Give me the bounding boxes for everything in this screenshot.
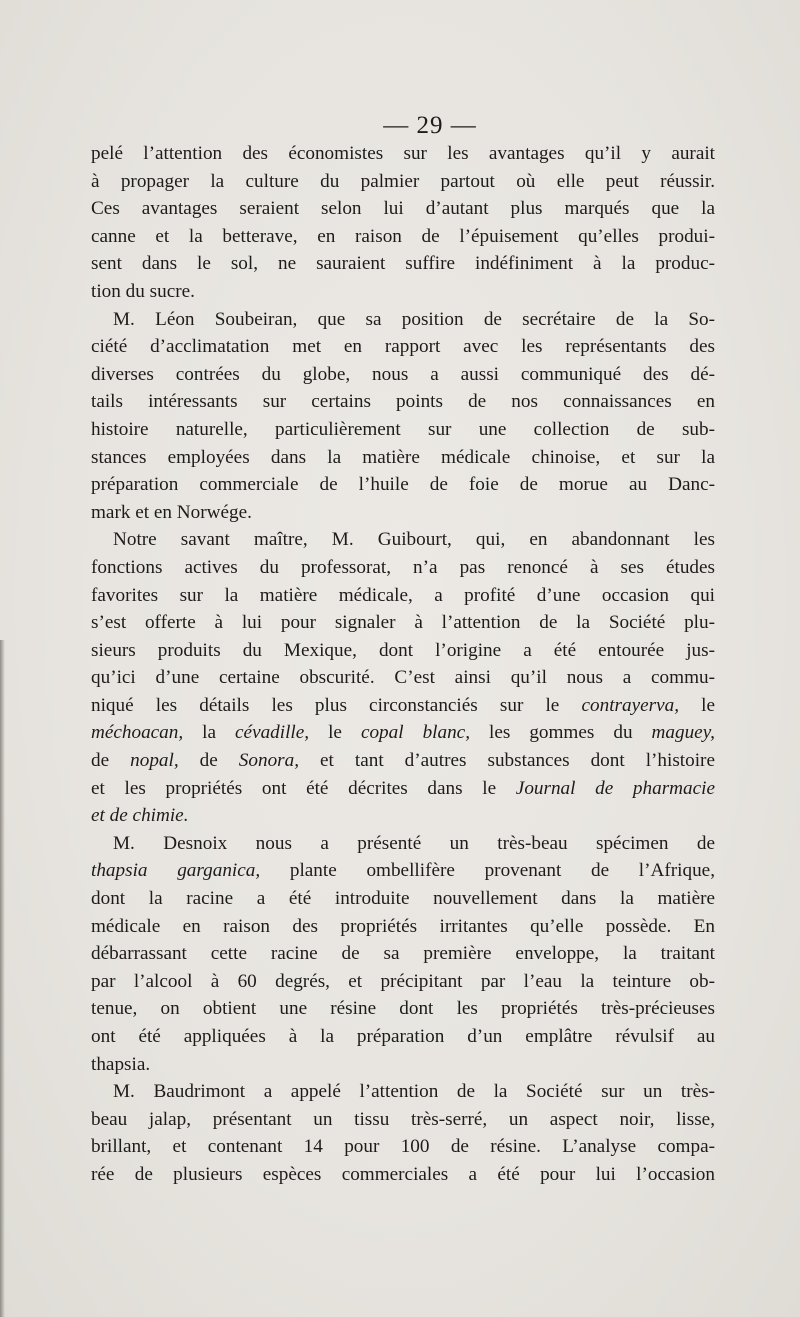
- text-segment: débarrassant cette racine de sa première enveloppe, la traitant: [91, 943, 715, 965]
- text-line: [91, 1078, 715, 1106]
- text-line: [91, 499, 715, 527]
- text-segment: de: [91, 750, 131, 772]
- italic-term: copal blanc,: [360, 722, 470, 744]
- italic-term: cévadille,: [235, 722, 310, 744]
- text-segment: diverses contrées du globe, nous a aussi communiqué des dé-: [91, 363, 715, 385]
- text-segment: qu’ici d’une certaine obscurité. C’est ainsi qu’il nous a commu-: [91, 667, 715, 689]
- page-number: — 29 —: [383, 112, 477, 139]
- text-line: [91, 416, 715, 444]
- text-line: [91, 140, 715, 168]
- text-segment: pelé l’attention des économistes sur les avantages qu’il y aurait: [91, 143, 715, 164]
- text-segment: de: [178, 750, 239, 772]
- text-line: [91, 444, 715, 472]
- text-segment: brillant, et contenant 14 pour 100 de résine. L’analyse compa-: [91, 1136, 715, 1158]
- text-segment: favorites sur la matière médicale, a profité d’une occasion qui: [91, 584, 715, 606]
- text-line: [91, 830, 715, 858]
- text-segment: histoire naturelle, particulièrement sur une collection de sub-: [91, 418, 715, 440]
- italic-term: et de chimie.: [91, 805, 189, 827]
- text-line: [91, 995, 715, 1023]
- text-line: [91, 582, 715, 610]
- text-segment: fonctions actives du professorat, n’a pas renoncé à ses études: [91, 556, 715, 578]
- italic-term: Journal de pharmacie: [515, 777, 715, 799]
- text-segment: sieurs produits du Mexique, dont l’origine a été entourée jus-: [91, 639, 715, 661]
- text-segment: Notre savant maître, M. Guibourt, qui, en abandonnant les: [113, 529, 715, 551]
- text-line: [91, 747, 715, 775]
- text-segment: les gommes du: [470, 722, 652, 744]
- text-segment: à propager la culture du palmier partout où elle peut réussir.: [91, 170, 715, 192]
- text-segment: niqué les détails les plus circonstanciés sur le: [91, 694, 582, 716]
- text-line: [91, 223, 715, 251]
- text-segment: préparation commerciale de l’huile de foie de morue au Danc-: [91, 474, 715, 496]
- text-segment: et tant d’autres substances dont l’histoire: [299, 750, 715, 772]
- text-line: [91, 1161, 715, 1189]
- text-segment: canne et la betterave, en raison de l’épuisement qu’elles produi-: [91, 225, 715, 247]
- text-line: [91, 1133, 715, 1161]
- text-segment: M. Baudrimont a appelé l’attention de la Société sur un très-: [113, 1081, 715, 1103]
- text-segment: tails intéressants sur certains points de nos connaissances en: [91, 391, 715, 413]
- text-line: [91, 1051, 715, 1079]
- text-line: [91, 471, 715, 499]
- text-segment: ciété d’acclimatation met en rapport avec les représentants des: [91, 336, 715, 358]
- text-line: [91, 250, 715, 278]
- text-line: [91, 940, 715, 968]
- italic-term: nopal,: [130, 750, 179, 772]
- text-segment: la: [183, 722, 236, 744]
- text-segment: thapsia.: [91, 1053, 151, 1075]
- text-segment: le: [679, 694, 715, 716]
- text-segment: et les propriétés ont été décrites dans le: [91, 777, 516, 799]
- text-segment: par l’alcool à 60 degrés, et précipitant par l’eau la teinture ob-: [91, 970, 715, 992]
- text-line: [91, 388, 715, 416]
- text-line: [91, 1106, 715, 1134]
- text-line: [91, 802, 715, 830]
- text-segment: s’est offerte à lui pour signaler à l’attention de la Société plu-: [91, 612, 715, 634]
- text-line: [91, 968, 715, 996]
- text-line: [91, 1023, 715, 1051]
- italic-term: méchoacan,: [91, 722, 184, 744]
- text-segment: beau jalap, présentant un tissu très-serré, un aspect noir, lisse,: [91, 1108, 715, 1130]
- text-line: [91, 885, 715, 913]
- text-line: [91, 775, 715, 803]
- binding-edge-shadow: [0, 640, 5, 1317]
- text-segment: mark et en Norwége.: [91, 501, 252, 523]
- text-line: [91, 168, 715, 196]
- text-segment: tion du sucre.: [91, 280, 195, 302]
- text-line: [91, 857, 715, 885]
- text-segment: M. Desnoix nous a présenté un très-beau spécimen de: [113, 832, 715, 854]
- text-line: [91, 554, 715, 582]
- text-segment: Ces avantages seraient selon lui d’autant plus marqués que la: [91, 198, 715, 220]
- italic-term: maguey,: [651, 722, 715, 744]
- text-segment: tenue, on obtient une résine dont les propriétés très-précieuses: [91, 998, 715, 1020]
- text-line: [91, 609, 715, 637]
- text-segment: M. Léon Soubeiran, que sa position de secrétaire de la So-: [113, 308, 715, 330]
- text-line: [91, 306, 715, 334]
- text-segment: le: [309, 722, 361, 744]
- text-segment: plante ombellifère provenant de l’Afrique,: [260, 860, 715, 882]
- text-line: [91, 913, 715, 941]
- text-line: [91, 637, 715, 665]
- text-line: [91, 719, 715, 747]
- text-line: [91, 692, 715, 720]
- text-segment: stances employées dans la matière médicale chinoise, et sur la: [91, 446, 715, 468]
- body-text: [91, 140, 715, 1189]
- text-line: [91, 664, 715, 692]
- text-segment: sent dans le sol, ne sauraient suffire indéfiniment à la produc-: [91, 253, 715, 275]
- text-segment: rée de plusieurs espèces commerciales a été pour lui l’occasion: [91, 1163, 715, 1185]
- text-line: [91, 526, 715, 554]
- text-line: [91, 333, 715, 361]
- italic-term: thapsia garganica,: [91, 860, 261, 882]
- italic-term: contrayerva,: [581, 694, 679, 716]
- text-segment: médicale en raison des propriétés irritantes qu’elle possède. En: [91, 915, 715, 937]
- text-line: [91, 361, 715, 389]
- text-segment: dont la racine a été introduite nouvellement dans la matière: [91, 888, 715, 910]
- text-segment: ont été appliquées à la préparation d’un emplâtre révulsif au: [91, 1026, 715, 1047]
- text-line: [91, 195, 715, 223]
- italic-term: Sonora,: [238, 750, 300, 772]
- text-line: [91, 278, 715, 306]
